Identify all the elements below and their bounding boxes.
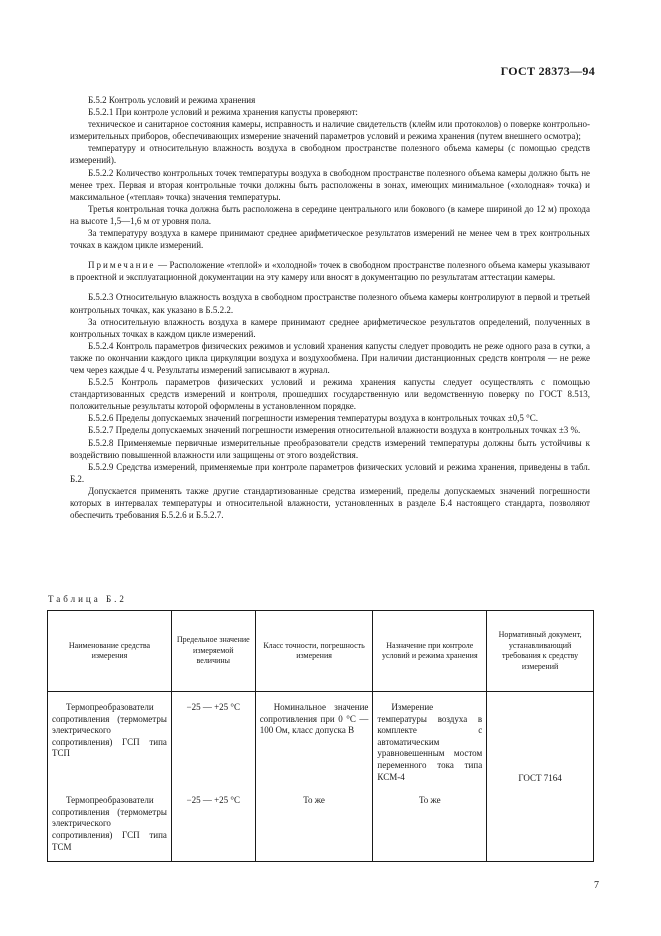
- paragraph: Б.5.2.6 Пределы допускаемых значений погрешности измерения температуры воздуха в контрольных точках ±0,5 °С.: [88, 413, 538, 424]
- accuracy-cell: То же: [255, 789, 373, 862]
- instruments-table: [47, 610, 594, 862]
- accuracy-cell: Номинальное значение сопротивления при 0 °С — 100 Ом, класс допуска В: [255, 692, 373, 790]
- paragraph: Б.5.2.8 Применяемые первичные измерительные преобразователи средств измерений температуры должны быть устойчивы к воздействию повышенной влажности или защищены от этого воздействия.: [70, 437, 590, 460]
- table-caption: Таблица Б.2: [48, 594, 127, 604]
- paragraph: Б.5.2.2 Количество контрольных точек температуры воздуха в свободном пространстве полезного объема камеры должно быть не менее трех. Первая и вторая контрольные точки должны быть расположены в зонах, имеющих минимальное («холодная» точка) и максимальное («теплая» точка) значения температуры.: [70, 167, 590, 202]
- paragraph: За температуру воздуха в камере принимают среднее арифметическое результатов измерений не менее чем в трех контрольных точках в каждом цикле измерений.: [70, 228, 590, 251]
- column-header: Нормативный документ, устанавливающий требования к средству измерений: [487, 611, 594, 692]
- paragraph: Б.5.2.5 Контроль параметров физических условий и режима хранения капусты следует осуществлять с помощью стандартизованных средств измерений и контроля, прошедших государственную или ведомственную поверку по ГОСТ 8.513, положительные результаты которой оформлены в установленном порядке.: [70, 377, 590, 412]
- note: [70, 259, 590, 283]
- standard-number: ГОСТ 28373—94: [500, 64, 595, 78]
- range-cell: −25 — +25 °С: [171, 692, 255, 790]
- instrument-name-cell: Термопреобразователи сопротивления (термометры электрического сопротивления) ГСП типа ТСП: [48, 692, 172, 790]
- paragraph: Третья контрольная точка должна быть расположена в середине центрального или бокового (в камере шириной до 12 м) прохода на высоте 1,5—1,6 м от уровня пола.: [70, 203, 590, 226]
- column-header: Назначение при контроле условий и режима хранения: [373, 611, 487, 692]
- paragraph: Б.5.2.3 Относительную влажность воздуха в свободном пространстве полезного объема камеры контролируют в первой и третьей контрольных точках, как указано в Б.5.2.2.: [70, 292, 590, 315]
- purpose-cell: То же: [373, 789, 487, 862]
- document-cell: ГОСТ 7164: [487, 692, 594, 862]
- paragraph: техническое и санитарное состояния камеры, исправность и наличие свидетельств (клейм или протоколов) о поверке контрольно-измерительных приборов, обеспечивающих измерение значений параметров условий и режима хранения (путем внешнего осмотра);: [70, 119, 590, 142]
- page-number: 7: [594, 880, 599, 891]
- document-body: [70, 94, 590, 521]
- note-label: Примечание: [88, 260, 156, 271]
- table-header-row: [48, 611, 594, 692]
- paragraph: Допускается применять также другие стандартизованные средства измерений, пределы допускаемых значений погрешности которых в интервалах температуры и относительной влажности, установленных в разделе Б.4 настоящего стандарта, позволяют обеспечить требования Б.5.2.6 и Б.5.2.7.: [70, 485, 590, 521]
- table-row: [48, 692, 594, 790]
- note-text: — Расположение «теплой» и «холодной» точек в свободном пространстве полезного объема камеры указывают в проектной и эксплуатационной документации на эту камеру или вносят в документацию по результатам аттестации камеры.: [70, 260, 590, 283]
- column-header: Наименование средства измерения: [48, 611, 172, 692]
- paragraph: температуру и относительную влажность воздуха в свободном пространстве полезного объема камеры (с помощью средств измерений).: [70, 143, 590, 166]
- column-header: Класс точности, погрешность измерения: [255, 611, 373, 692]
- paragraph: За относительную влажность воздуха в камере принимают среднее арифметическое результатов определений, полученных в контрольных точках в каждом цикле измерений.: [70, 316, 590, 339]
- paragraph: Б.5.2.1 При контроле условий и режима хранения капусты проверяют:: [88, 107, 358, 118]
- paragraph: Б.5.2.9 Средства измерений, применяемые при контроле параметров физических условий и режима хранения, приведены в табл. Б.2.: [70, 461, 590, 484]
- paragraph: Б.5.2.7 Пределы допускаемых значений погрешности измерения относительной влажности воздуха в контрольных точках ±3 %.: [88, 425, 581, 436]
- purpose-cell: Измерение температуры воздуха в комплекте с автоматическим уравновешенным мостом переменного тока типа КСМ-4: [373, 692, 487, 790]
- range-cell: −25 — +25 °С: [171, 789, 255, 862]
- paragraph: Б.5.2.4 Контроль параметров физических режимов и условий хранения капусты следует проводить не реже одного раза в сутки, а также по окончании каждого цикла циркуляции воздуха и воздухообмена. При наличии дистанционных средств контроля — не реже чем через каждые 4 ч. Результаты измерений записывают в журнал.: [70, 340, 590, 375]
- column-header: Предельное значение измеряемой величины: [171, 611, 255, 692]
- instrument-name-cell: Термопреобразователи сопротивления (термометры электрического сопротивления) ГСП типа ТСМ: [48, 789, 172, 862]
- paragraph: Б.5.2 Контроль условий и режима хранения: [88, 95, 256, 105]
